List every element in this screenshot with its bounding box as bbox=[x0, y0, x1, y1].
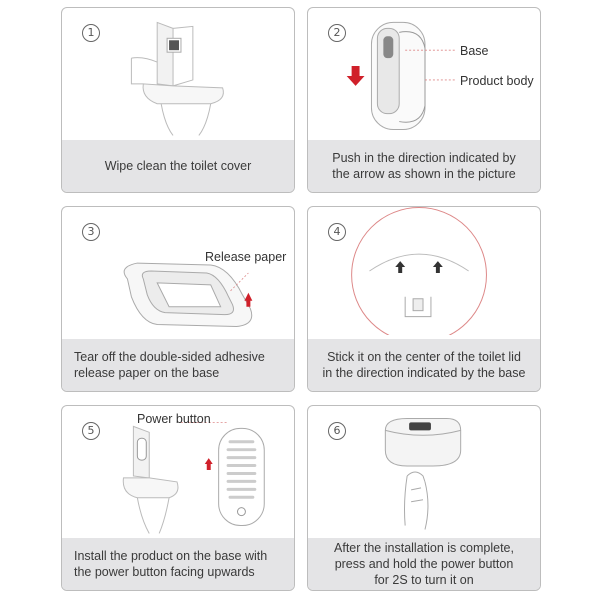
step-number-3: 3 bbox=[82, 223, 100, 241]
release-paper-label: Release paper bbox=[205, 250, 287, 264]
step-caption-3: Tear off the double-sided adhesive release paper on the base bbox=[62, 339, 294, 391]
push-arrow-icon bbox=[347, 66, 365, 86]
step-caption-5: Install the product on the base with the power button facing upwards bbox=[62, 538, 294, 590]
power-on-illustration bbox=[308, 406, 540, 534]
step-card-6 bbox=[307, 405, 541, 591]
step-number-5: 5 bbox=[82, 422, 100, 440]
step-caption-1: Wipe clean the toilet cover bbox=[62, 140, 294, 192]
step-card-5 bbox=[61, 405, 295, 591]
step-caption-2: Push in the direction indicated by the arrow as shown in the picture bbox=[308, 140, 540, 192]
product-body-label: Product body bbox=[460, 74, 534, 88]
step-card-3 bbox=[61, 206, 295, 392]
product-on-base-illustration bbox=[308, 8, 540, 136]
step-number-1: 1 bbox=[82, 24, 100, 42]
power-button-up-arrow-icon bbox=[205, 458, 213, 470]
step-number-6: 6 bbox=[328, 422, 346, 440]
toilet-illustration bbox=[62, 8, 294, 136]
toilet-lid-placement-illustration bbox=[308, 207, 540, 335]
step-caption-4: Stick it on the center of the toilet lid in the direction indicated by the base bbox=[308, 339, 540, 391]
step-caption-6: After the installation is complete, press and hold the power button for 2S to turn it on bbox=[308, 538, 540, 590]
base-with-release-paper-illustration bbox=[62, 207, 294, 335]
step-card-2 bbox=[307, 7, 541, 193]
step-number-4: 4 bbox=[328, 223, 346, 241]
power-button-label: Power button bbox=[137, 412, 211, 426]
step-card-1 bbox=[61, 7, 295, 193]
step-card-4 bbox=[307, 206, 541, 392]
step-number-2: 2 bbox=[328, 24, 346, 42]
base-label: Base bbox=[460, 44, 489, 58]
